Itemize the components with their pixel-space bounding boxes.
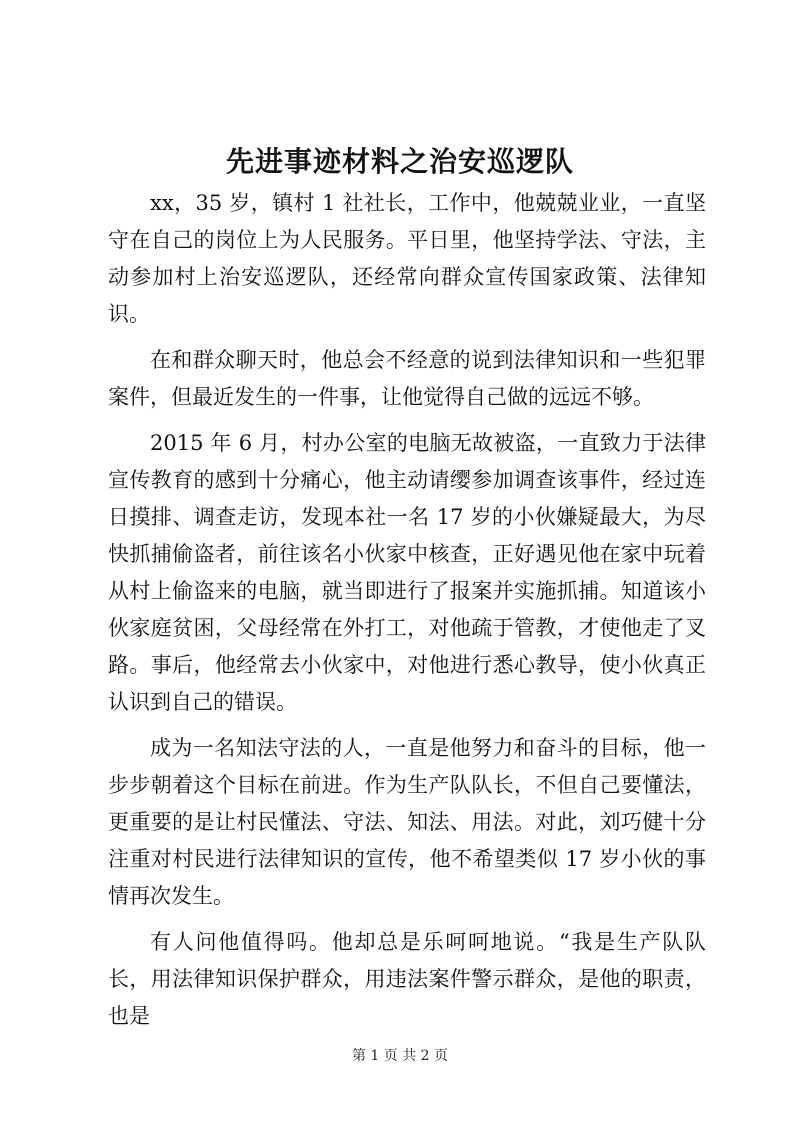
document-title: 先进事迹材料之治安巡逻队 <box>225 145 574 178</box>
paragraph-5: 有人问他值得吗。他却总是乐呵呵地说。“我是生产队队长，用法律知识保护群众，用违法案件警示群众，是他的职责，也是 <box>108 930 706 1028</box>
paragraph-1: xx，35 岁，镇村 1 社社长，工作中，他兢兢业业，一直坚守在自己的岗位上为人民服务。平日里，他坚持学法、守法，主动参加村上治安巡逻队，还经常向群众宣传国家政策、法律知识。 <box>108 191 706 326</box>
document-body <box>108 185 706 1044</box>
paragraph-2: 在和群众聊天时，他总会不经意的说到法律知识和一些犯罪案件，但最近发生的一件事，让他觉得自己做的远远不够。 <box>108 348 706 409</box>
page-number-footer: 第 1 页 共 2 页 <box>351 1048 449 1064</box>
paragraph-3: 2015 年 6 月，村办公室的电脑无故被盗，一直致力于法律宣传教育的感到十分痛心，他主动请缨参加调查该事件，经过连日摸排、调查走访，发现本社一名 17 岁的小伙嫌疑最大，为尽快抓捕偷盗者，前往该名小伙家中核查，正好遇见他在家中玩着从村上偷盗来的电脑，就当即进行了报案并实施抓捕。知道该小伙家庭贫困，父母经常在外打工，对他疏于管教，才使他走了叉路。事后，他经常去小伙家中，对他进行悉心教导，使小伙真正认识到自己的错误。 <box>108 431 706 714</box>
paragraph-4: 成为一名知法守法的人，一直是他努力和奋斗的目标，他一步步朝着这个目标在前进。作为生产队队长，不但自己要懂法，更重要的是让村民懂法、守法、知法、用法。对此，刘巧健十分注重对村民进行法律知识的宣传，他不希望类似 17 岁小伙的事情再次发生。 <box>108 736 706 908</box>
